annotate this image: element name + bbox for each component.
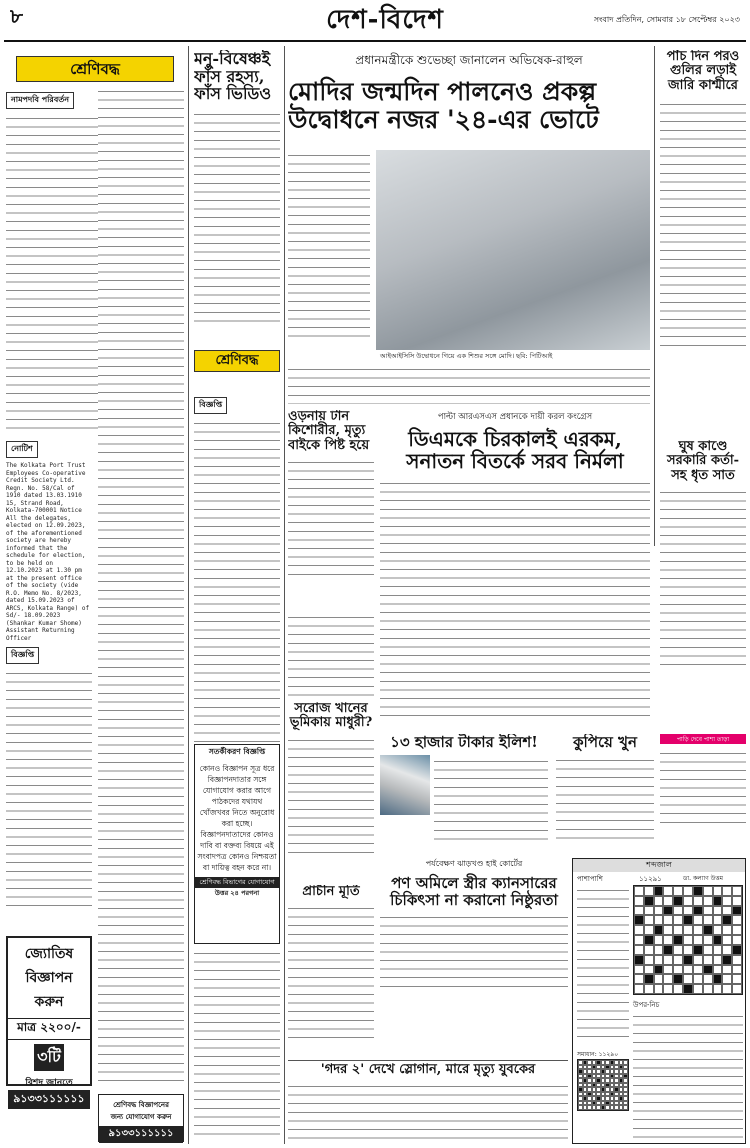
astro-ad-line2: বিজ্ঞাপন <box>25 970 73 986</box>
kupiye-story <box>556 734 654 854</box>
manu-story-2 <box>194 350 280 390</box>
astro-ad-phone: ৯১৩৩১১১১১১ <box>8 1090 90 1109</box>
classified-box-2: শ্রেণিবদ্ধ <box>194 350 280 372</box>
crossword <box>572 858 746 1144</box>
astro-ad-price: মাত্র ২২০০/- <box>8 1018 90 1040</box>
contact-ad <box>98 1094 184 1142</box>
lead-kicker: প্রধানমন্ত্রীকে শুভেচ্ছা জানালেন অভিষেক-রাহুল <box>355 53 583 67</box>
lead-story <box>288 46 650 406</box>
odisha-story <box>288 410 374 610</box>
crossword-number: ১১২৯১ <box>639 875 662 883</box>
pink-bar: পাড়ি দেবে পাশা তাড়া <box>660 734 746 744</box>
kashmir-headline: পাঁচ দিন পরও গুলির লড়াই জারি কাশ্মীরে <box>666 50 740 93</box>
odisha-headline: ওড়নায় টান কিশোরীর, মৃত্যু বাইকে পিষ্ট হয়ে <box>288 410 370 453</box>
notice-en-tag: নোটিশ <box>6 441 38 458</box>
warning-ad-title: সতর্কীকরণ বিজ্ঞপ্তি <box>208 747 266 756</box>
classified-text-block-3 <box>98 86 184 1086</box>
contact-listing <box>194 948 280 1138</box>
manu-notice <box>194 392 280 742</box>
hilsa-headline: ১৩ হাজার টাকার ইলিশ! <box>390 734 538 751</box>
cancer-story <box>380 858 568 1008</box>
lead-headline-line1: মোদির জন্মদিন পালনেও প্রকল্প <box>288 77 597 106</box>
classified-text-block-2 <box>6 668 92 908</box>
ancient-headline: প্রাচীন মূর্তি <box>302 885 360 899</box>
bribe-headline: ঘুষ কাণ্ডে সরকারি কর্তা-সহ ধৃত সাত <box>666 440 739 483</box>
cancer-headline-line1: পণ অমিলে স্ত্রীর ক্যানসারের <box>391 874 557 892</box>
hilsa-photo <box>380 755 430 815</box>
saroj-headline: সরোজ খানের ভূমিকায় মাধুরী? <box>289 702 373 731</box>
dmk-headline-line2: সনাতন বিতর্কে সরব নির্মলা <box>406 449 624 473</box>
ancient-story <box>288 885 374 1055</box>
manu-notice-tag: বিজ্ঞপ্তি <box>194 397 227 414</box>
astro-ad <box>6 936 92 1105</box>
crossword-grid <box>633 885 743 995</box>
classified-column <box>6 46 184 1144</box>
contact-ad-line2: জন্য যোগাযোগ করুন <box>110 1112 172 1121</box>
lead-photo <box>376 150 650 350</box>
crossword-title: শব্দজাল <box>573 859 745 872</box>
contact-ad-phone: ৯১৩৩১১১১১১ <box>99 1126 183 1143</box>
hilsa-story <box>380 734 548 854</box>
astro-ad-line1: জ্যোতিষ <box>24 946 74 962</box>
kupiye-headline: কুপিয়ে খুন <box>573 734 637 751</box>
astro-ad-count: ৩টি <box>34 1044 64 1071</box>
warning-ad-footer: শ্রেণিবদ্ধ বিভাগের যোগাযোগ <box>195 877 279 888</box>
dmk-kicker: পাল্টা আরএসএস প্রধানকে দায়ী করল কংগ্রেস <box>437 412 593 422</box>
kashmir-story <box>660 50 746 370</box>
lead-headline-line2: উদ্বোধনে নজর '২৪-এর ভোটে <box>288 104 599 134</box>
astro-ad-line3: করুন <box>34 994 64 1010</box>
dmk-headline-line1: ডিএমকে চিরকালই এরকম, <box>408 427 622 451</box>
warning-ad-sub: উত্তর ২৪ পরগনা <box>214 889 260 897</box>
gadar-headline: 'গদর ২' দেখে স্লোগান, মারে মৃত্যু যুবকের <box>288 1060 568 1077</box>
warning-ad-body: কোনও বিজ্ঞাপন সূত্র ধরে বিজ্ঞাপনদাতার সঙ্গে যোগাযোগ করার আগে পাঠকদের যথাযথ খোঁজখবর নিতে অনুরোধ করা হচ্ছে। বিজ্ঞাপনদাতাদের কোনও দাবি বা বক্তব্য বিষয়ে এই সংবাদপত্র কোনও নিশ্চয়তা বা দায়িত্ব বহন করে না। <box>197 764 277 872</box>
cancer-kicker: পর্যবেক্ষণ ঝাড়খণ্ড হাই কোর্টের <box>425 859 523 868</box>
notice-en-text: The Kolkata Port Trust Employees Co-operative Credit Society Ltd. Regn. No. 58/Cal of 1910 dated 13.03.1910 15, Strand Road, Kolkata-700001 Notice All the delegates, elected on 12.09.2023, of the aforementioned society are hereby informed that the schedule for election, to be held on 12.10.2023 at 1.30 pm at the present office of the society (vide R.O. Memo No. 8/2023, dated 15.09.2023 of ARCS, Kolkata Range) of <box>6 462 90 612</box>
page-number: ৮ <box>10 4 23 28</box>
bribe-story <box>660 440 746 670</box>
crossword-answer-tag: সমাধান: ১১২৯০ <box>577 1051 619 1058</box>
dmk-story <box>380 410 650 730</box>
gadar-story <box>288 1060 568 1144</box>
section-title: দেশ-বিদেশ <box>300 0 470 40</box>
contact-ad-line1: শ্রেণিবদ্ধ বিজ্ঞাপনের <box>113 1100 169 1109</box>
dateline: সংবাদ প্রতিদিন, সোমবার ১৮ সেপ্টেম্বর ২০২৩ <box>593 15 740 24</box>
cancer-headline-line2: চিকিৎসা না করানো নিষ্ঠুরতা <box>390 890 558 909</box>
crossword-setter: ডা. কল্যাণ উত্তম <box>683 875 723 882</box>
lead-caption: আইআইসিসি উদ্বোধনে গিয়ে এক শিশুর সঙ্গে মোদি। ছবি: পিটিআই <box>380 351 648 362</box>
warning-ad-box <box>194 744 280 944</box>
astro-ad-details: বিশদ জানতে <box>25 1078 73 1088</box>
name-change-tag: নামপদবি পরিবর্তন <box>6 92 74 109</box>
classified-header: শ্রেণিবদ্ধ <box>16 56 174 82</box>
notice-en-signatory: Sd/- 18.09.2023 (Shankar Kumar Shome) Assistant Returning Officer <box>6 612 82 642</box>
second-notice-tag: বিজ্ঞপ্তি <box>6 647 39 664</box>
crossword-across: পাশাপাশি <box>577 875 603 883</box>
manu-story <box>194 50 280 350</box>
saroj-story <box>288 702 374 882</box>
crossword-down: উপর-নিচ <box>633 1001 660 1009</box>
crossword-solution-grid <box>577 1059 629 1111</box>
manu-headline: মনু-বিষেঞ্চই ফাঁস রহস্য, ফাঁস ভিডিও <box>194 50 272 104</box>
